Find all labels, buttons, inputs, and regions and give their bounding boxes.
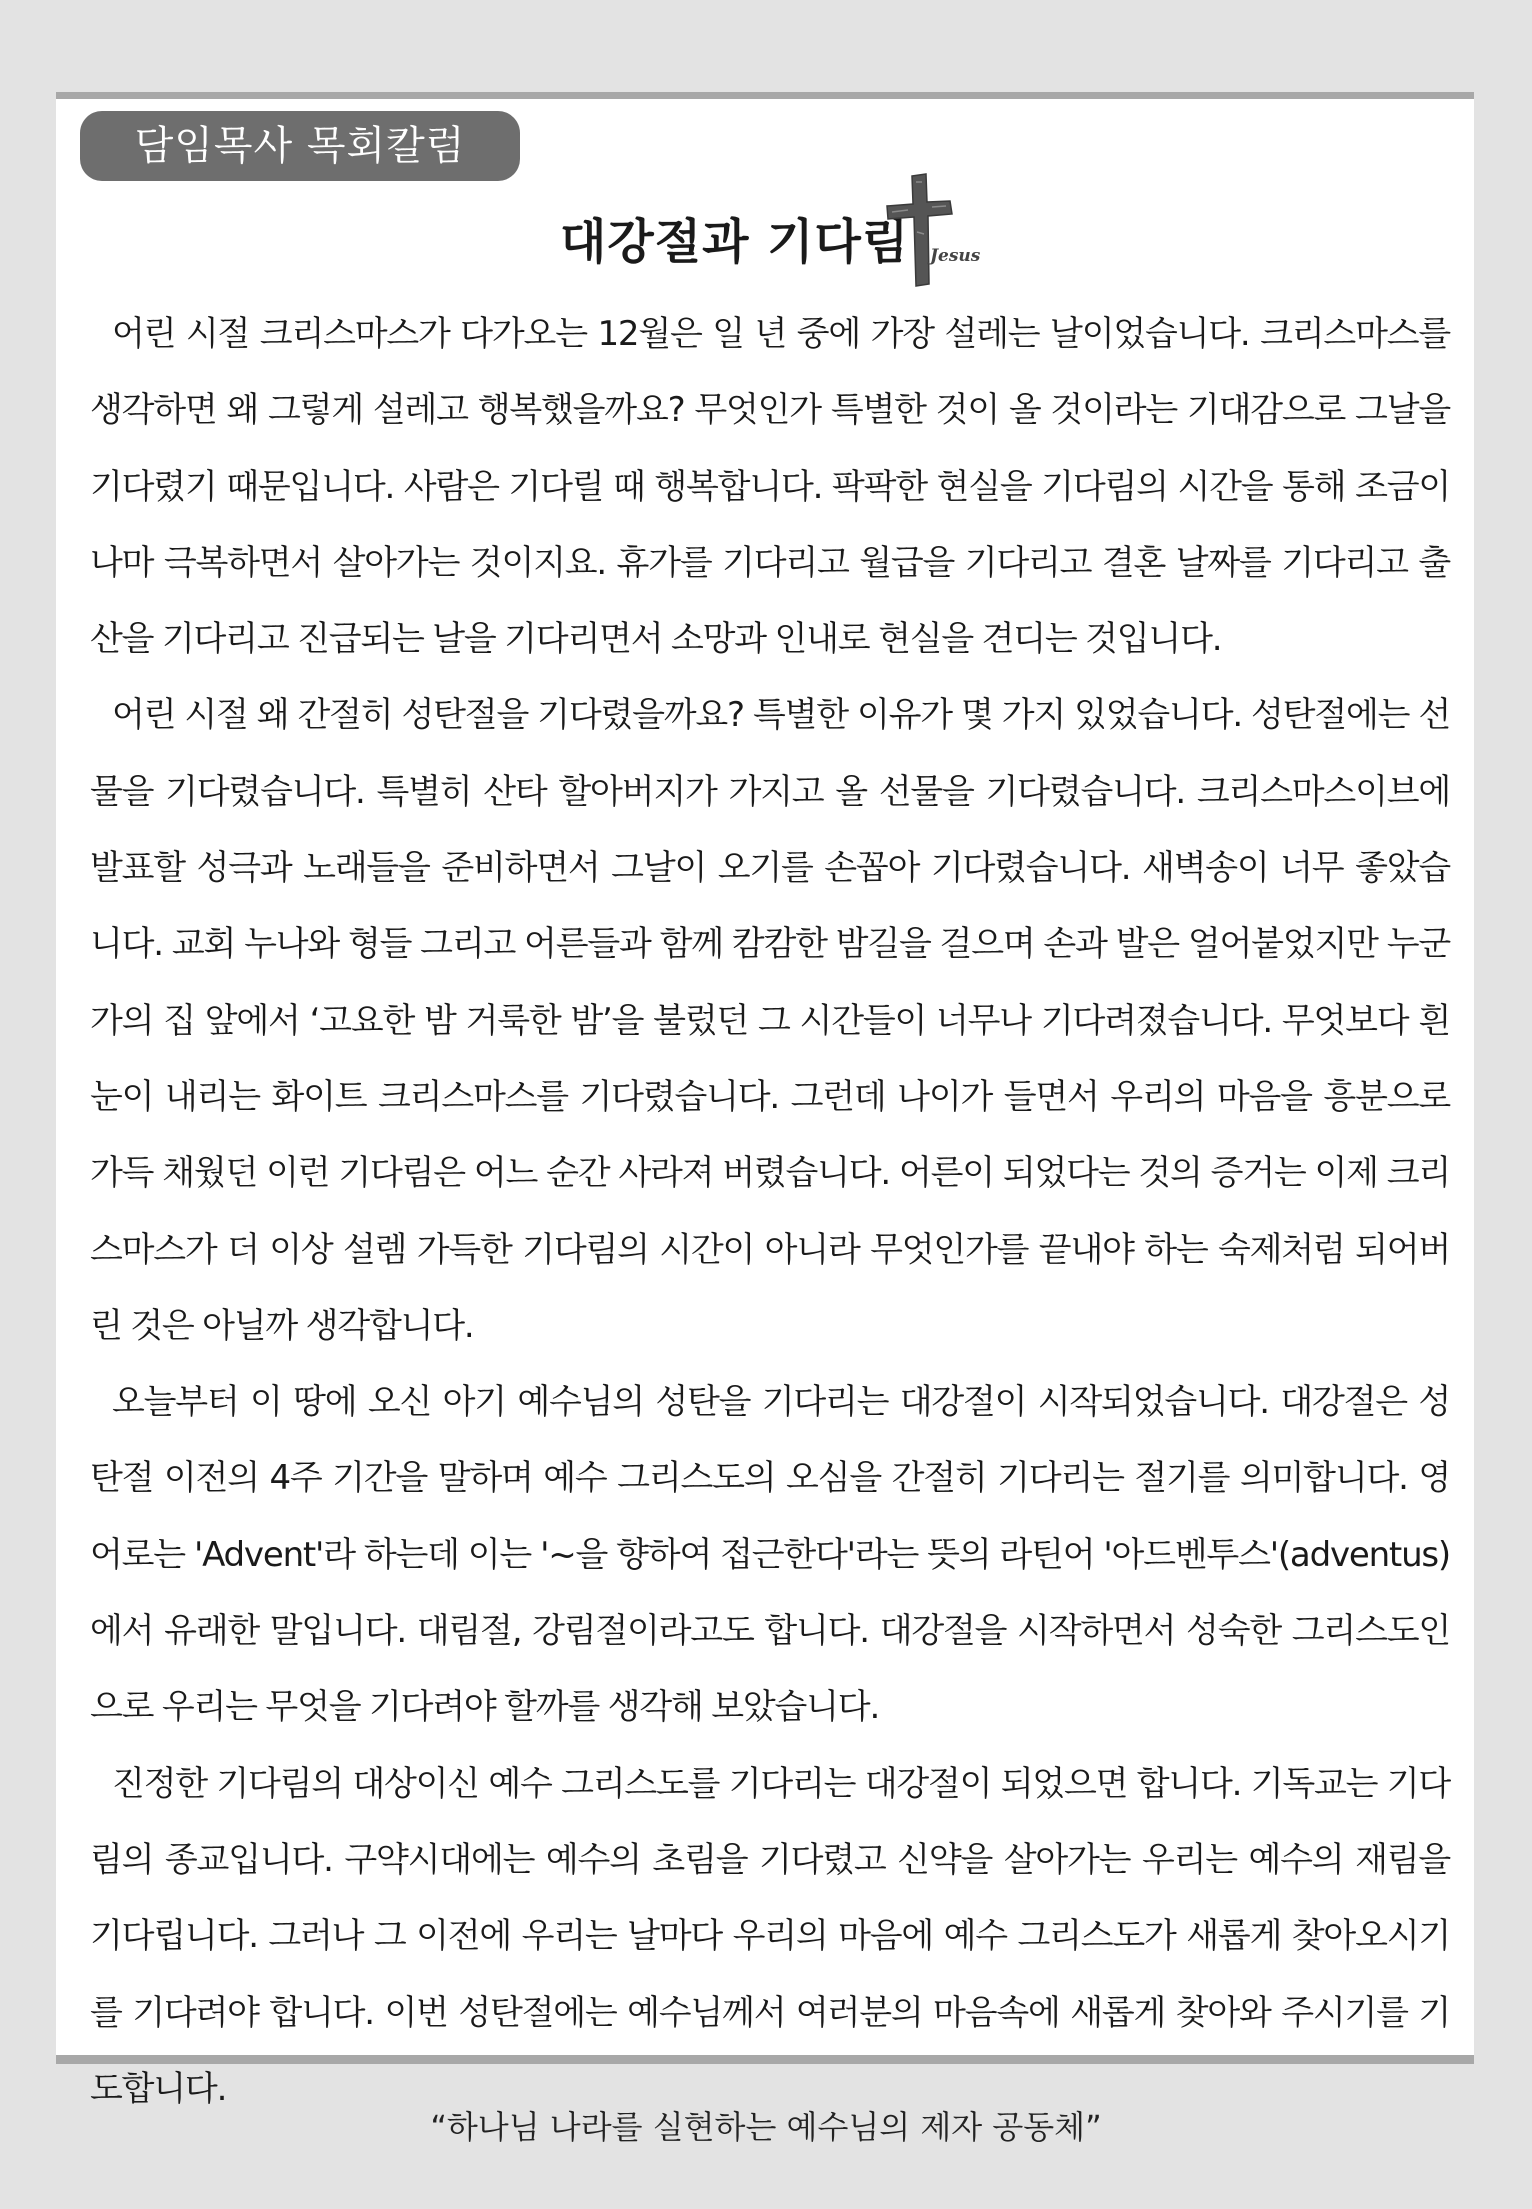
article-paragraph-3: 오늘부터 이 땅에 오신 아기 예수님의 성탄을 기다리는 대강절이 시작되었습니다. 대강절은 성탄절 이전의 4주 기간을 말하며 예수 그리스도의 오심을 간절히 기다리는 절기를 의미합니다. 영어로는 'Advent'라 하는데 이는 '~을 향하여 접근한다'라는 뜻의 라틴어 '아드벤투스'(adventus)에서 유래한 말입니다. 대림절, 강림절이라고도 합니다. 대강절을 시작하면서 성숙한 그리스도인으로 우리는 무엇을 기다려야 할까를 생각해 보았습니다. xyxy=(90,1382,1450,1728)
cross-icon xyxy=(872,172,982,292)
cross-caption: Jesus xyxy=(930,246,981,266)
article-title: 대강절과 기다림 xyxy=(560,214,910,270)
article-paragraph-1: 어린 시절 크리스마스가 다가오는 12월은 일 년 중에 가장 설레는 날이었습니다. 크리스마스를 생각하면 왜 그렇게 설레고 행복했을까요? 무엇인가 특별한 것이 올 것이라는 기대감으로 그날을 기다렸기 때문입니다. 사람은 기다릴 때 행복합니다. 팍팍한 현실을 기다림의 시간을 통해 조금이나마 극복하면서 살아가는 것이지요. 휴가를 기다리고 월급을 기다리고 결혼 날짜를 기다리고 출산을 기다리고 진급되는 날을 기다리면서 소망과 인내로 현실을 견디는 것입니다. xyxy=(90,314,1450,660)
article-paragraph-4: 진정한 기다림의 대상이신 예수 그리스도를 기다리는 대강절이 되었으면 합니다. 기독교는 기다림의 종교입니다. 구약시대에는 예수의 초림을 기다렸고 신약을 살아가는 우리는 예수의 재림을 기다립니다. 그러나 그 이전에 우리는 날마다 우리의 마음에 예수 그리스도가 새롭게 찾아오시기를 기다려야 합니다. 이번 성탄절에는 예수님께서 여러분의 마음속에 새롭게 찾아와 주시기를 기도합니다. xyxy=(90,1763,1450,2109)
title-row xyxy=(0,200,1532,290)
section-badge: 담임목사 목회칼럼 xyxy=(80,111,520,181)
footer-motto: “하나님 나라를 실현하는 예수님의 제자 공동체” xyxy=(430,2108,1102,2146)
article-paragraph-2: 어린 시절 왜 간절히 성탄절을 기다렸을까요? 특별한 이유가 몇 가지 있었습니다. 성탄절에는 선물을 기다렸습니다. 특별히 산타 할아버지가 가지고 올 선물을 기다렸습니다. 크리스마스이브에 발표할 성극과 노래들을 준비하면서 그날이 오기를 손꼽아 기다렸습니다. 새벽송이 너무 좋았습니다. 교회 누나와 형들 그리고 어른들과 함께 캄캄한 밤길을 걸으며 손과 발은 얼어붙었지만 누군가의 집 앞에서 ‘고요한 밤 거룩한 밤’을 불렀던 그 시간들이 너무나 기다려졌습니다. 무엇보다 흰 눈이 내리는 화이트 크리스마스를 기다렸습니다. 그런데 나이가 들면서 우리의 마음을 흥분으로 가득 채웠던 이런 기다림은 어느 순간 사라져 버렸습니다. 어른이 되었다는 것의 증거는 이제 크리스마스가 더 이상 설렘 가득한 기다림의 시간이 아니라 무엇인가를 끝내야 하는 숙제처럼 되어버린 것은 아닐까 생각합니다. xyxy=(90,695,1450,1346)
article-body xyxy=(90,296,1450,2127)
top-rule xyxy=(56,92,1474,99)
